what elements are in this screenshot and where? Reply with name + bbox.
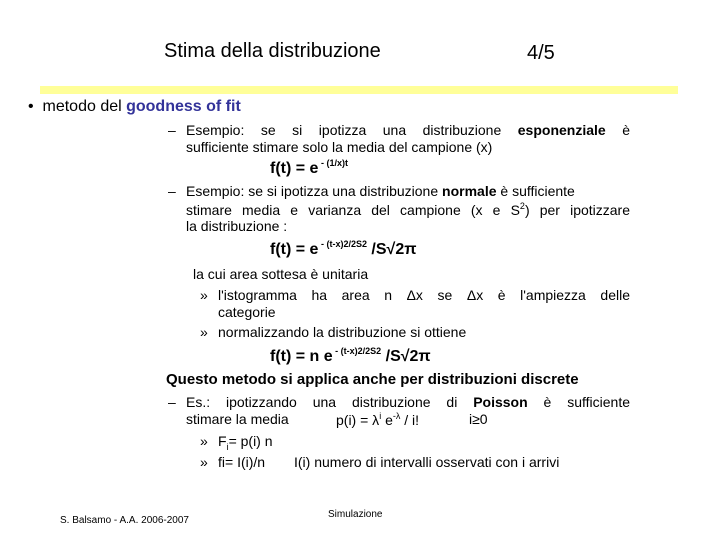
example3-bold: Poisson	[473, 394, 528, 410]
example3-line1	[186, 394, 630, 410]
sub1-marker: »	[200, 287, 208, 303]
poisson-formula	[336, 411, 419, 428]
sub4-text-a: fi= I(i)/n	[218, 454, 266, 470]
example3-text-b: è sufficiente	[527, 394, 630, 410]
example2-line1	[186, 183, 575, 199]
normal-formula	[270, 239, 416, 259]
example1-line2: sufficiente stimare solo la media del campione (x)	[186, 139, 493, 155]
normal-formula-main: f(t) = e	[270, 241, 319, 258]
example2-line2-sup: 2	[519, 201, 525, 211]
normal-formula-exponent: - (t-x)2/2S2	[318, 239, 367, 249]
example1-bold: esponenziale	[517, 122, 606, 138]
sub3-marker: »	[200, 433, 208, 449]
exponential-formula	[270, 158, 348, 178]
normalized-formula	[270, 346, 431, 366]
goodness-of-fit-term: goodness of fit	[126, 98, 241, 115]
poisson-formula-mid: e	[381, 412, 393, 428]
example3-line2-label: stimare la media	[186, 411, 289, 427]
example2-line2-a: stimare media e varianza del campione (x e S	[186, 202, 520, 218]
sub3-text-a: F	[218, 433, 227, 449]
footer-center: Simulazione	[328, 509, 383, 520]
normalized-formula-tail: /S√2π	[381, 348, 431, 365]
example2-text-a: Esempio: se si ipotizza una distribuzione	[186, 183, 443, 199]
example2-bold: normale	[442, 183, 497, 199]
sub1-line1	[218, 287, 630, 303]
sub3-subscript: i	[226, 441, 229, 452]
slide-title: Stima della distribuzione	[164, 40, 381, 62]
example3-dash: –	[168, 394, 176, 410]
example2-line3: la distribuzione :	[186, 218, 288, 234]
sub2-text: normalizzando la distribuzione si ottiene	[218, 324, 467, 340]
example1-line1	[186, 122, 630, 138]
example2-dash: –	[168, 183, 176, 199]
normalized-formula-exponent: - (t-x)2/2S2	[332, 346, 382, 356]
sub3-text-b: = p(i) n	[228, 433, 273, 449]
poisson-formula-end: / i!	[400, 412, 420, 428]
normalized-formula-main: f(t) = n e	[270, 348, 333, 365]
page-number: 4/5	[527, 42, 555, 64]
sub3-text	[218, 433, 273, 452]
example2-text-b: è sufficiente	[496, 183, 575, 199]
sub1-line2: categorie	[218, 304, 276, 320]
discrete-note: Questo metodo si applica anche per distribuzioni discrete	[166, 371, 579, 388]
title-underline-highlight	[40, 86, 678, 94]
exponential-formula-exponent: - (1/x)t	[318, 158, 348, 168]
poisson-condition: i≥0	[469, 411, 488, 427]
example1-text-a: Esempio: se si ipotizza una distribuzione	[186, 122, 518, 138]
poisson-formula-sup2: -λ	[392, 411, 401, 421]
example1-dash: –	[168, 122, 176, 138]
bullet-text: metodo del	[42, 98, 127, 115]
example3-text-a: Es.: ipotizzando una distribuzione di	[186, 394, 474, 410]
main-bullet	[28, 98, 241, 116]
poisson-formula-sup1: i	[379, 411, 382, 421]
area-note: la cui area sottesa è unitaria	[193, 266, 369, 282]
sub4-text-b: I(i) numero di intervalli osservati con i arrivi	[294, 454, 560, 470]
exponential-formula-main: f(t) = e	[270, 160, 319, 177]
example1-text-b: è	[605, 122, 630, 138]
normal-formula-tail: /S√2π	[366, 241, 417, 258]
footer-author: S. Balsamo - A.A. 2006-2007	[60, 515, 189, 526]
sub4-marker: »	[200, 454, 208, 470]
sub2-marker: »	[200, 324, 208, 340]
example2-line2	[186, 201, 630, 218]
example2-line2-b: ) per ipotizzare	[524, 202, 631, 218]
bullet-marker: •	[28, 98, 34, 115]
sub1-line1-text: l'istogramma ha area n Δx se Δx è l'ampiezza delle	[218, 287, 630, 303]
poisson-formula-main: p(i) = λ	[336, 412, 380, 428]
